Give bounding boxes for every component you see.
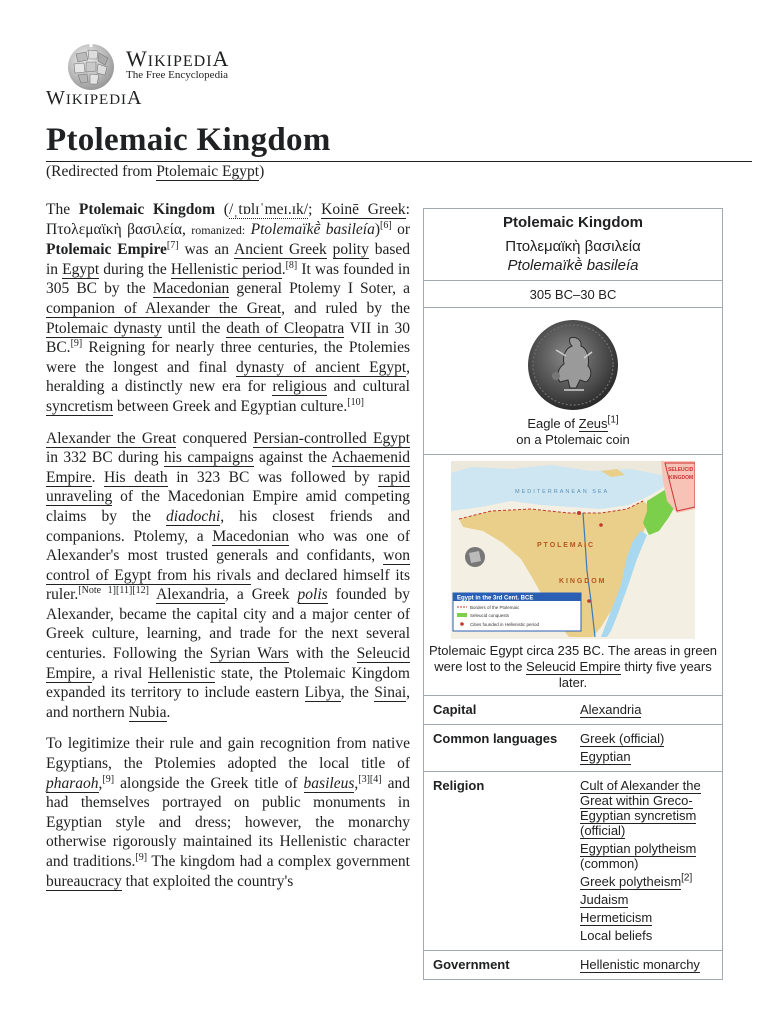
link-sinai[interactable]: Sinai — [374, 684, 407, 702]
wikipedia-wordmark[interactable]: WIKIPEDIA — [126, 46, 230, 71]
link-nubia[interactable]: Nubia — [128, 703, 167, 721]
infobox-native-name-romanized: Ptolemaïkḕ basileía — [507, 257, 639, 274]
infobox-dates: 305 BC–30 BC — [424, 281, 722, 308]
paragraph-history: Alexander the Great conquered Persian-controlled Egypt in 332 BC during his campaigns against the Achaemenid Empire. His death in 323 BC was followed by rapid unraveling of the Macedonian Empire amid competing claims by the diadochi, his closest friends and companions. Ptolemy, a Macedonian who was one of Alexander's most trusted generals and confidants, won control of Egypt from his rivals and declared himself its ruler.[Note 1][11][12] Alexandria, a Greek polis founded by Alexander, became the capital city and a major center of Greek culture, learning, and trade for the next several centuries. Following the Syrian Wars with the Seleucid Empire, a rival Hellenistic state, the Ptolemaic Kingdom expanded its territory to include eastern Libya, the Sinai, and northern Nubia. — [46, 429, 411, 721]
link-greek-polytheism[interactable]: Greek polytheism — [580, 874, 682, 889]
link-hellenistic-period[interactable]: Hellenistic period — [170, 260, 282, 278]
link-hellenistic[interactable]: Hellenistic — [148, 664, 216, 682]
paragraph-intro: The Ptolemaic Kingdom (/ˌtɒlɪˈmeɪ.ɪk/; Koinē Greek: Πτολεμαϊκὴ βασιλεία, romanized: Ptolemaïkḕ basileía)[6] or Ptolemaic Empire[7] was an Ancient Greek polity based in Egypt during the Hellenistic period.[8] It was founded in 305 BC by the Macedonian general Ptolemy I Soter, a companion of Alexander the Great, and ruled by the Ptolemaic dynasty until the death of Cleopatra VII in 30 BC.[9] Reigning for nearly three centuries, the Ptolemies were the longest and final dynasty of ancient Egypt, heralding a distinctly new era for religious and cultural syncretism between Greek and Egyptian culture.[10] — [46, 201, 411, 415]
citation-2[interactable]: [2] — [681, 872, 693, 884]
link-macedonian-2[interactable]: Macedonian — [212, 527, 289, 545]
link-achaemenid-empire[interactable]: Achaemenid Empire — [46, 449, 410, 486]
link-macedonian[interactable]: Macedonian — [152, 280, 230, 298]
infobox-coin-section — [424, 308, 722, 455]
redirect-note: (Redirected from Ptolemaic Egypt) — [46, 163, 265, 180]
link-seleucid-empire-caption[interactable]: Seleucid Empire — [526, 659, 621, 674]
map-label-kingdom-top: KINGDOM — [669, 475, 694, 481]
infobox-header — [424, 209, 722, 281]
map-legend-title: Egypt in the 3rd Cent. BCE — [457, 595, 534, 602]
citation-1[interactable]: [1] — [607, 414, 619, 426]
link-libya[interactable]: Libya — [304, 684, 341, 702]
link-dynasty-of-ancient-egypt[interactable]: dynasty of ancient Egypt — [236, 358, 407, 376]
link-greek-official[interactable]: Greek (official) — [580, 731, 665, 746]
infobox-native-name: Πτολεμαϊκὴ βασιλεία — [505, 238, 641, 255]
citation-note1-11-12[interactable]: [Note 1][11][12] — [78, 585, 149, 597]
infobox-row-government: Government Hellenistic monarchy — [433, 957, 700, 972]
map-label-kingdom: K I N G D O M — [559, 578, 605, 585]
link-syrian-wars[interactable]: Syrian Wars — [209, 645, 289, 663]
ptolemaic-egypt-map[interactable] — [451, 461, 695, 639]
citation-6[interactable]: [6] — [380, 219, 392, 231]
citation-9[interactable]: [9] — [70, 338, 83, 349]
link-hermeticism[interactable]: Hermeticism — [580, 910, 653, 925]
link-seleucid-empire[interactable]: Seleucid Empire — [46, 645, 410, 682]
citation-8[interactable]: [8] — [285, 259, 298, 271]
link-alexander-the-great[interactable]: Alexander the Great — [46, 429, 177, 447]
infobox-map-section — [424, 455, 722, 696]
map-label-sea: MEDITERRANEAN SEA — [515, 489, 610, 495]
link-diadochi[interactable]: diadochi — [166, 507, 221, 525]
ptolemaic-coin-image[interactable] — [526, 318, 620, 412]
map-legend-item-3: Cities founded in Hellenistic period — [470, 622, 540, 627]
link-capital-alexandria[interactable]: Alexandria — [580, 702, 642, 717]
citation-7[interactable]: [7] — [166, 240, 179, 252]
infobox-row-religion: Religion Cult of Alexander the Great within Greco-Egyptian syncretism (official) Egyptian polytheism (common) Greek polytheism[2] Judaism Hermeticism Local beliefs — [424, 772, 722, 951]
link-egyptian[interactable]: Egyptian — [580, 749, 631, 764]
citation-10[interactable]: [10] — [347, 396, 364, 408]
link-egypt[interactable]: Egypt — [62, 260, 100, 278]
link-religious[interactable]: religious — [272, 378, 327, 396]
link-polity[interactable]: polity — [332, 241, 369, 259]
infobox-row-languages: Common languages Greek (official) Egyptian — [424, 725, 722, 772]
link-alexandria[interactable]: Alexandria — [156, 586, 225, 604]
coin-caption: Eagle of Zeus[1] on a Ptolemaic coin — [516, 414, 630, 447]
link-his-death[interactable]: His death — [104, 468, 168, 486]
local-beliefs: Local beliefs — [580, 928, 653, 943]
link-won-control-of-egypt[interactable]: won control of Egypt from his rivals — [46, 547, 410, 584]
link-rapid-unraveling[interactable]: rapid unraveling — [46, 468, 411, 506]
link-ptolemaic-dynasty[interactable]: Ptolemaic dynasty — [46, 319, 162, 337]
citation-3-4[interactable]: [3][4] — [358, 773, 382, 785]
map-label-seleucid: SELEUCID — [668, 467, 694, 473]
infobox-title: Ptolemaic Kingdom — [502, 214, 644, 231]
title-divider — [46, 161, 752, 162]
link-bureaucracy[interactable]: bureaucracy — [46, 872, 122, 890]
page-title: Ptolemaic Kingdom — [46, 122, 331, 158]
link-koine-greek[interactable]: Koinē Greek — [321, 201, 406, 218]
redirect-link[interactable]: Ptolemaic Egypt — [156, 163, 260, 180]
map-legend-item-2: Seleucid conquests — [470, 613, 510, 618]
link-ancient-greek[interactable]: Ancient Greek — [234, 241, 327, 259]
link-pharaoh[interactable]: pharaoh — [46, 774, 99, 792]
link-his-campaigns[interactable]: his campaigns — [163, 449, 254, 467]
link-polis[interactable]: polis — [297, 586, 328, 604]
citation-9b[interactable]: [9] — [102, 773, 115, 785]
map-legend-item-1: Borders of the Ptolemaic — [470, 605, 520, 610]
infobox — [423, 208, 723, 980]
link-companion-of-alexander[interactable]: companion of Alexander the Great — [46, 299, 282, 317]
wikipedia-tagline: The Free Encyclopedia — [126, 69, 229, 81]
link-basileus[interactable]: basileus — [303, 774, 355, 792]
link-syncretism[interactable]: syncretism — [46, 397, 114, 415]
link-persian-controlled-egypt[interactable]: Persian-controlled Egypt — [253, 429, 410, 447]
link-death-of-cleopatra[interactable]: death of Cleopatra — [226, 319, 345, 337]
link-egyptian-polytheism[interactable]: Egyptian polytheism — [580, 841, 697, 856]
link-zeus[interactable]: Zeus — [578, 416, 608, 431]
link-cult-of-alexander[interactable]: Cult of Alexander the Great within Greco-Egyptian syncretism (official) — [580, 778, 701, 838]
article-body — [46, 200, 410, 903]
wikipedia-wordmark-secondary[interactable]: WIKIPEDIA — [46, 87, 143, 109]
link-judaism[interactable]: Judaism — [580, 892, 629, 907]
infobox-row-capital: Capital Alexandria — [424, 696, 722, 725]
map-caption: Ptolemaic Egypt circa 235 BC. The areas in green were lost to the Seleucid Empire thirty five years later. — [428, 643, 718, 690]
link-hellenistic-monarchy[interactable]: Hellenistic monarchy — [580, 957, 700, 972]
citation-9c[interactable]: [9] — [135, 851, 148, 863]
ipa-pronunciation-link[interactable]: /ˌtɒlɪˈmeɪ.ɪk/ — [228, 201, 309, 218]
paragraph-legitimacy: To legitimize their rule and gain recognition from native Egyptians, the Ptolemies adopted the local title of pharaoh,[9] alongside the Greek title of basileus,[3][4] and had themselves portrayed on public monuments in Egyptian style and dress; however, the monarchy otherwise rigorously maintained its Hellenistic character and traditions.[9] The kingdom had a complex government bureaucracy that exploited the country's — [46, 735, 410, 890]
wikipedia-globe-logo[interactable] — [66, 42, 116, 92]
map-label-ptolemaic: P T O L E M A I C — [537, 542, 594, 549]
